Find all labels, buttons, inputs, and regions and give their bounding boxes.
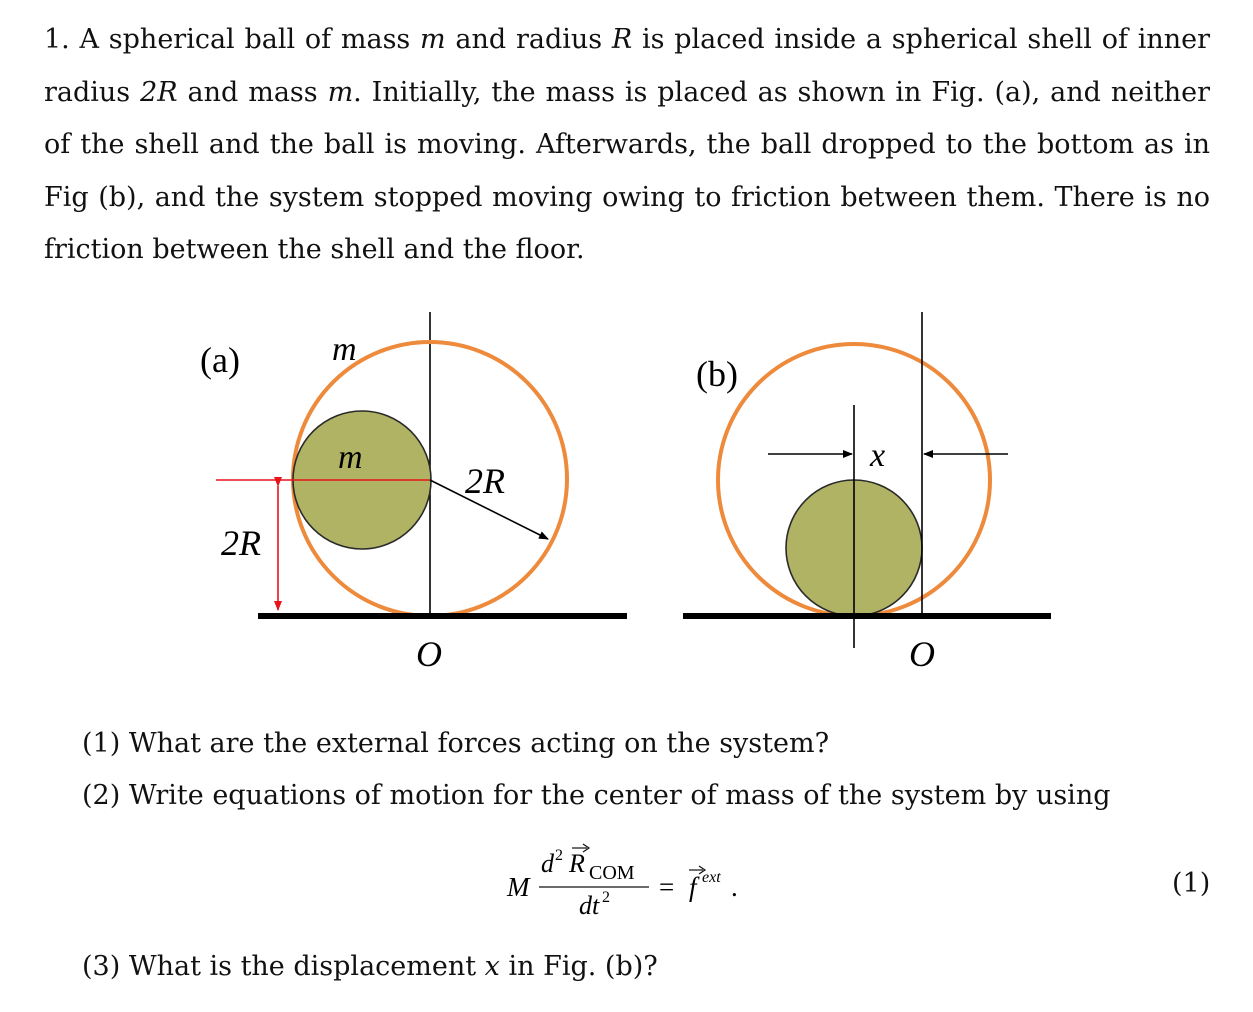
question-3: [82, 950, 658, 984]
eq-force: f: [689, 872, 697, 902]
figures-svg: [0, 290, 1253, 690]
eq-position-subscript: COM: [589, 862, 635, 884]
shell-mass-label: m: [332, 331, 357, 368]
equation-svg: [505, 836, 765, 936]
ball-mass-label: m: [338, 439, 363, 476]
figure-b-label: (b): [696, 354, 738, 394]
floor-a: [258, 613, 627, 619]
figure-a: [200, 312, 627, 674]
floor-b: [683, 613, 1051, 619]
eq-force-superscript: ext: [702, 869, 721, 886]
figures: [0, 290, 1253, 690]
eq-numerator-d: d: [541, 849, 554, 878]
ball-radius-symbol: R: [611, 24, 633, 55]
eq-denominator-power: 2: [602, 889, 610, 906]
problem-text-3: is placed inside a spherical shell of inner radius: [44, 24, 1210, 108]
figure-b: [683, 312, 1051, 674]
eq-numerator-power: 2: [555, 847, 563, 864]
question-3-suffix: in Fig. (b)?: [499, 951, 658, 982]
displacement-label: x: [870, 437, 886, 474]
radius-label: 2R: [465, 461, 505, 501]
problem-number: 1.: [44, 24, 70, 55]
problem-text-1: A spherical ball of mass: [79, 24, 421, 55]
eq-position-vector: R: [569, 849, 585, 878]
eq-period: .: [731, 872, 738, 902]
eq-mass: M: [507, 872, 530, 902]
eq-equals: =: [659, 872, 675, 902]
equation-number: (1): [1172, 868, 1211, 899]
question-3-var: x: [484, 951, 500, 982]
shell-radius-symbol: 2R: [140, 76, 178, 108]
height-label: 2R: [221, 523, 261, 563]
problem-paragraph: [44, 14, 1210, 277]
eq-denominator: dt: [579, 891, 600, 920]
problem-text-4: and mass: [177, 76, 328, 108]
question-3-prefix: (3) What is the displacement: [82, 951, 485, 982]
origin-label-a: O: [416, 634, 442, 674]
problem-statement: [44, 14, 1210, 277]
problem-text-5: . Initially, the mass is placed as shown in Fig. (a), and neither of the shell and the ball is moving. Afterwards, the ball dropped to the bottom as in Fig (b), and the system stopped moving owing to friction between them. There is no friction between the shell and the floor.: [44, 76, 1210, 265]
figure-a-label: (a): [200, 340, 240, 380]
origin-label-b: O: [909, 634, 935, 674]
question-2: (2) Write equations of motion for the center of mass of the system by using: [82, 780, 1111, 811]
question-1: (1) What are the external forces acting on the system?: [82, 728, 830, 759]
equation: [505, 836, 765, 936]
ball-mass-symbol: m: [420, 24, 446, 55]
shell-mass-symbol: m: [327, 76, 354, 108]
problem-text-2: and radius: [445, 24, 612, 55]
